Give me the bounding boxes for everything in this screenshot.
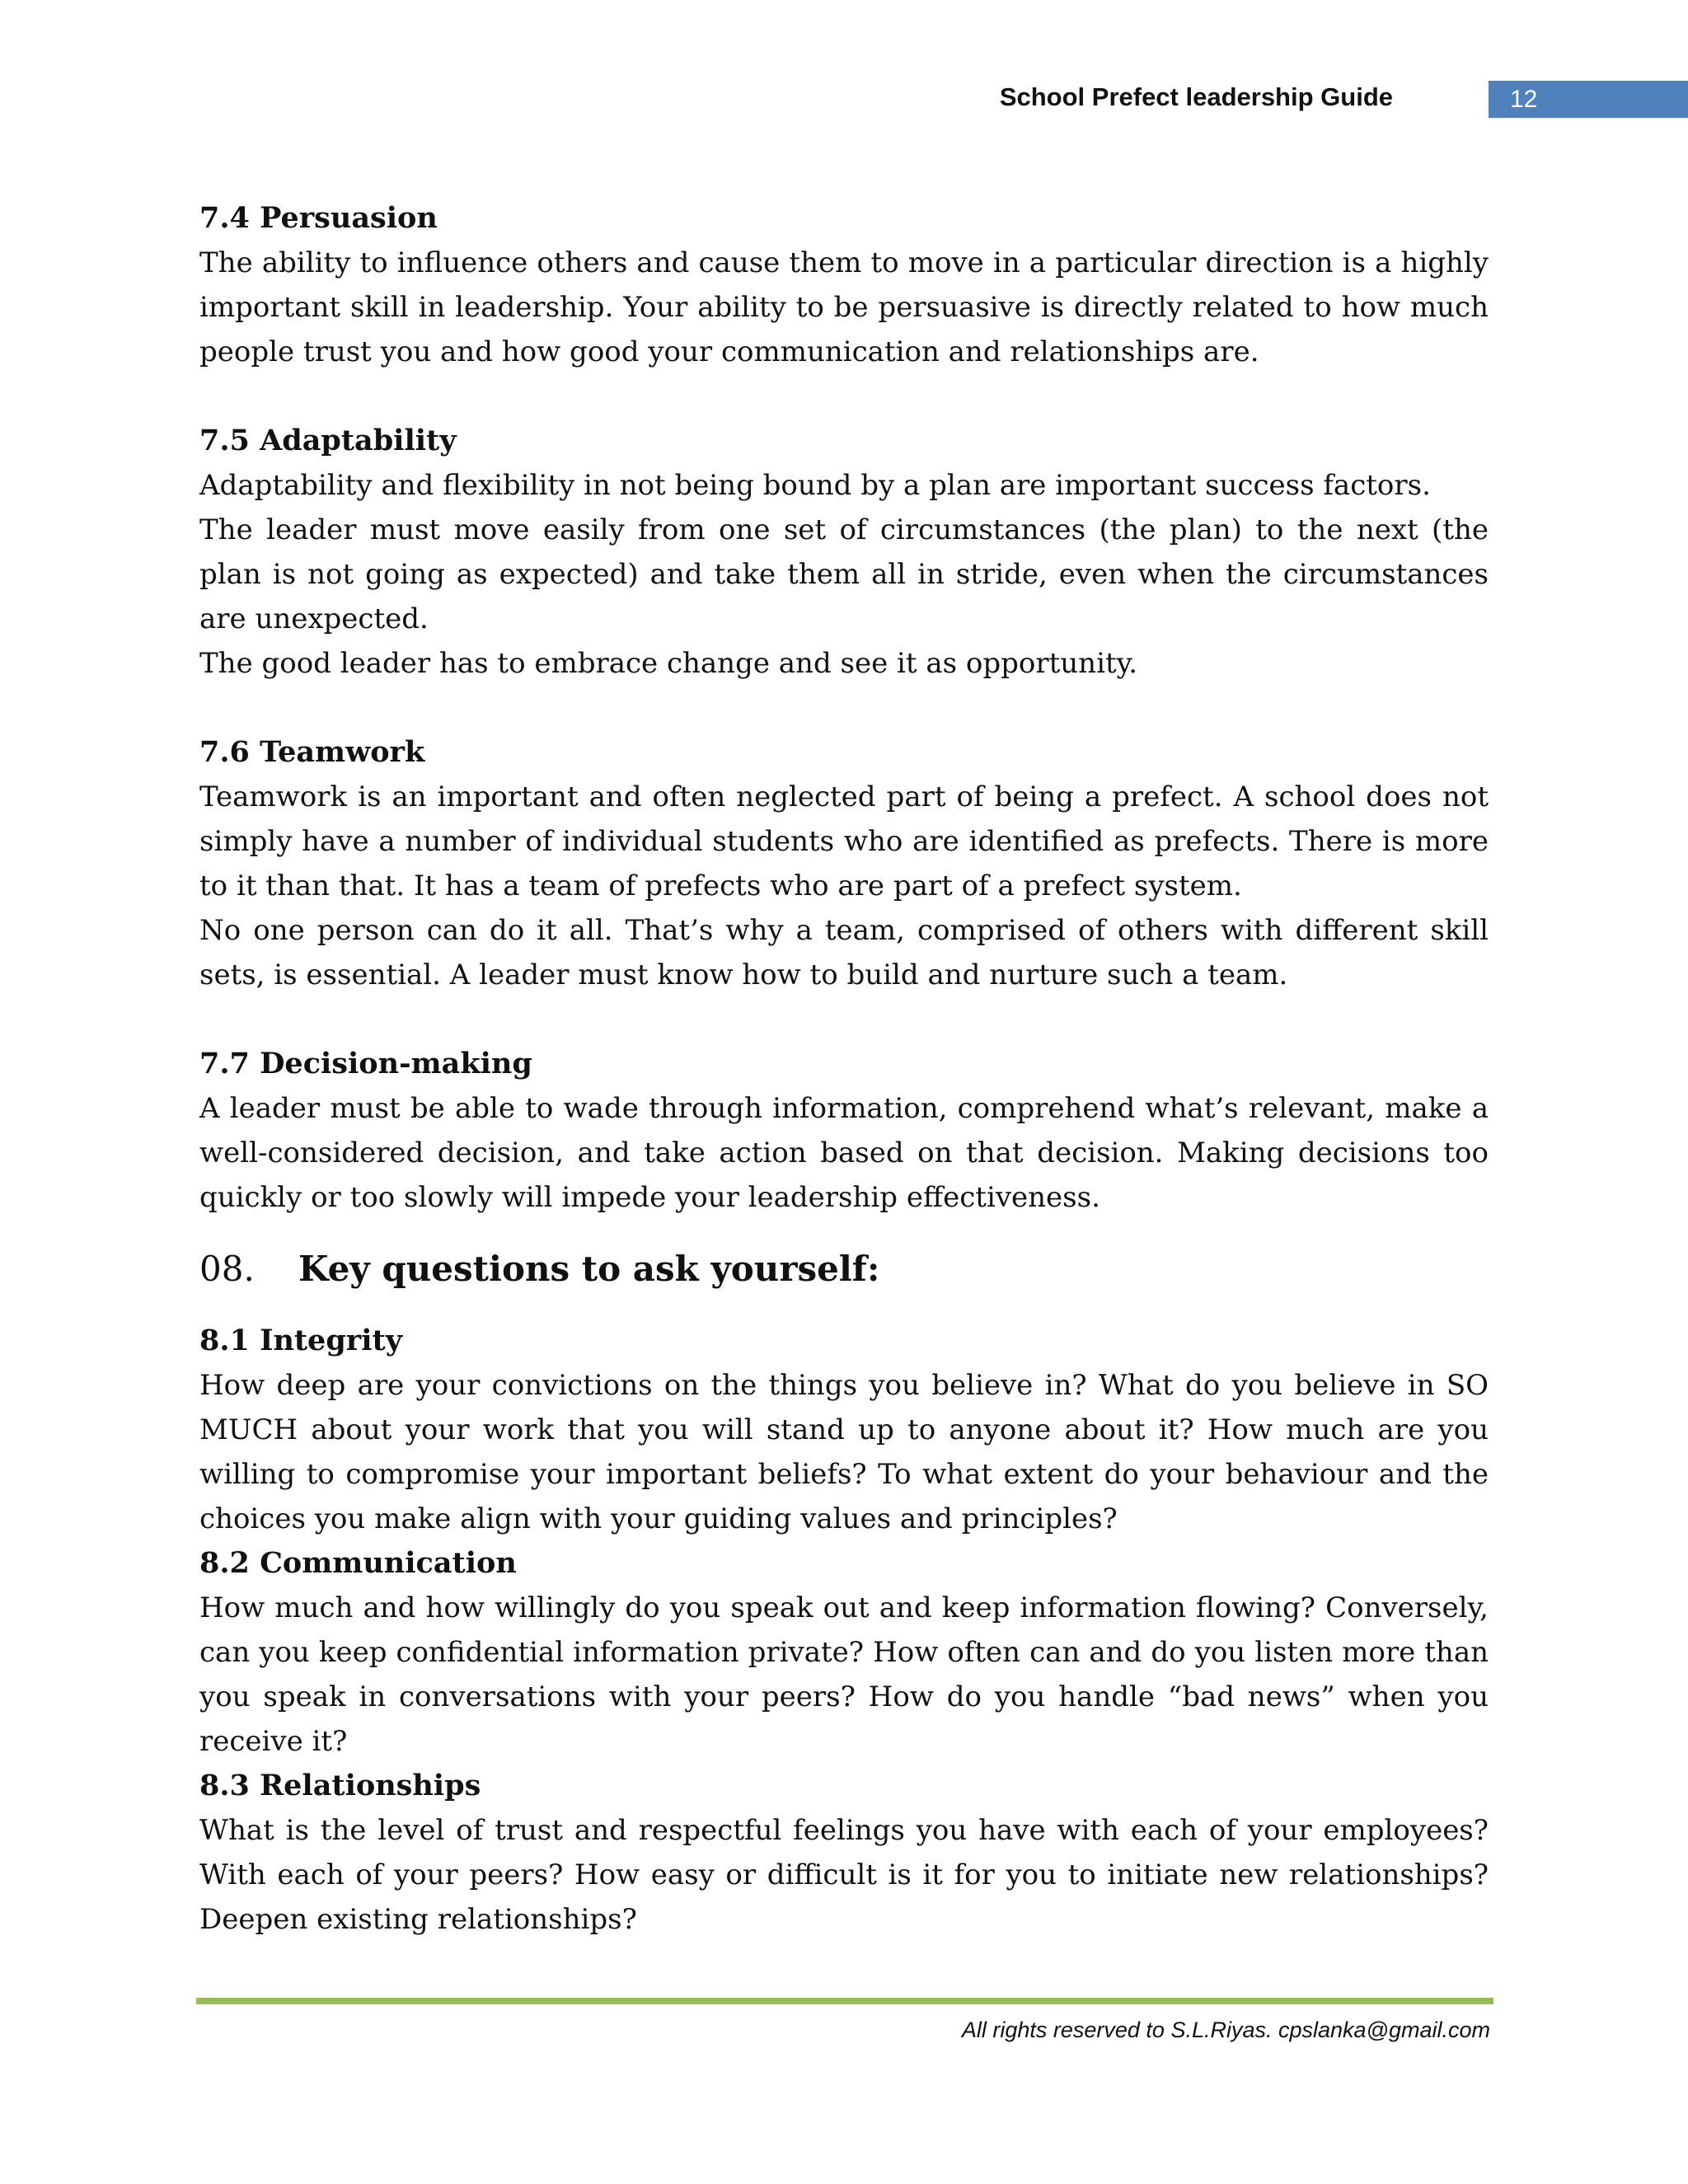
section-heading-8-2: 8.2 Communication bbox=[199, 1546, 517, 1580]
paragraph: Teamwork is an important and often neglected part of being a prefect. A school does not simply have a number of individual students who are identified as prefects. There is more to it than that. It has a team of prefects who are part of a prefect system. bbox=[199, 780, 1489, 902]
paragraph: How much and how willingly do you speak out and keep information flowing? Conversely, can you keep confidential information private? How often can and do you listen more than you speak in conversations with your peers? How do you handle “bad news” when you receive it? bbox=[199, 1591, 1489, 1758]
paragraph: The ability to influence others and cause them to move in a particular direction is a highly important skill in leadership. Your ability to be persuasive is directly related to how much people trust you and how good your communication and relationships are. bbox=[199, 246, 1489, 368]
spacer bbox=[199, 374, 1489, 419]
chapter-number: 08. bbox=[199, 1249, 255, 1289]
paragraph: Adaptability and flexibility in not being bound by a plan are important success factors. bbox=[199, 469, 1431, 502]
paragraph: A leader must be able to wade through information, comprehend what’s relevant, make a well-considered decision, and take action based on that decision. Making decisions too quickly or too slowly will impede your leadership effectiveness. bbox=[199, 1092, 1489, 1214]
paragraph: The good leader has to embrace change and see it as opportunity. bbox=[199, 647, 1138, 680]
paragraph: How deep are your convictions on the things you believe in? What do you believe in SO MUCH about your work that you will stand up to anyone about it? How much are you willing to compromise your important beliefs? To what extent do your behaviour and the choices you make align with your guiding values and principles? bbox=[199, 1369, 1489, 1535]
section-heading-7-6: 7.6 Teamwork bbox=[199, 735, 425, 769]
spacer bbox=[199, 997, 1489, 1042]
page-header-title: School Prefect leadership Guide bbox=[999, 82, 1393, 111]
spacer bbox=[199, 1294, 1489, 1319]
paragraph: The leader must move easily from one set of circumstances (the plan) to the next (the plan is not going as expected) and take them all in stride, even when the circumstances are unexpected. bbox=[199, 513, 1489, 635]
section-heading-7-4: 7.4 Persuasion bbox=[199, 201, 438, 235]
spacer bbox=[199, 686, 1489, 730]
page-number-badge: 12 bbox=[1489, 81, 1688, 118]
footer-divider bbox=[196, 1998, 1493, 2004]
spacer bbox=[199, 1220, 1489, 1244]
paragraph: What is the level of trust and respectful feelings you have with each of your employees? With each of your peers? How easy or difficult is it for you to initiate new relationships? Deepen existing relationships? bbox=[199, 1814, 1489, 1936]
section-heading-7-5: 7.5 Adaptability bbox=[199, 424, 457, 457]
page-content bbox=[199, 196, 1489, 1942]
paragraph: No one person can do it all. That’s why a team, comprised of others with different skill sets, is essential. A leader must know how to build and nurture such a team. bbox=[199, 914, 1489, 991]
section-heading-7-7: 7.7 Decision-making bbox=[199, 1047, 532, 1080]
chapter-heading-08 bbox=[199, 1244, 1489, 1294]
chapter-title: Key questions to ask yourself: bbox=[298, 1249, 880, 1289]
footer-copyright: All rights reserved to S.L.Riyas. cpslanka@gmail.com bbox=[961, 2018, 1490, 2042]
section-heading-8-3: 8.3 Relationships bbox=[199, 1769, 481, 1802]
section-heading-8-1: 8.1 Integrity bbox=[199, 1324, 403, 1357]
